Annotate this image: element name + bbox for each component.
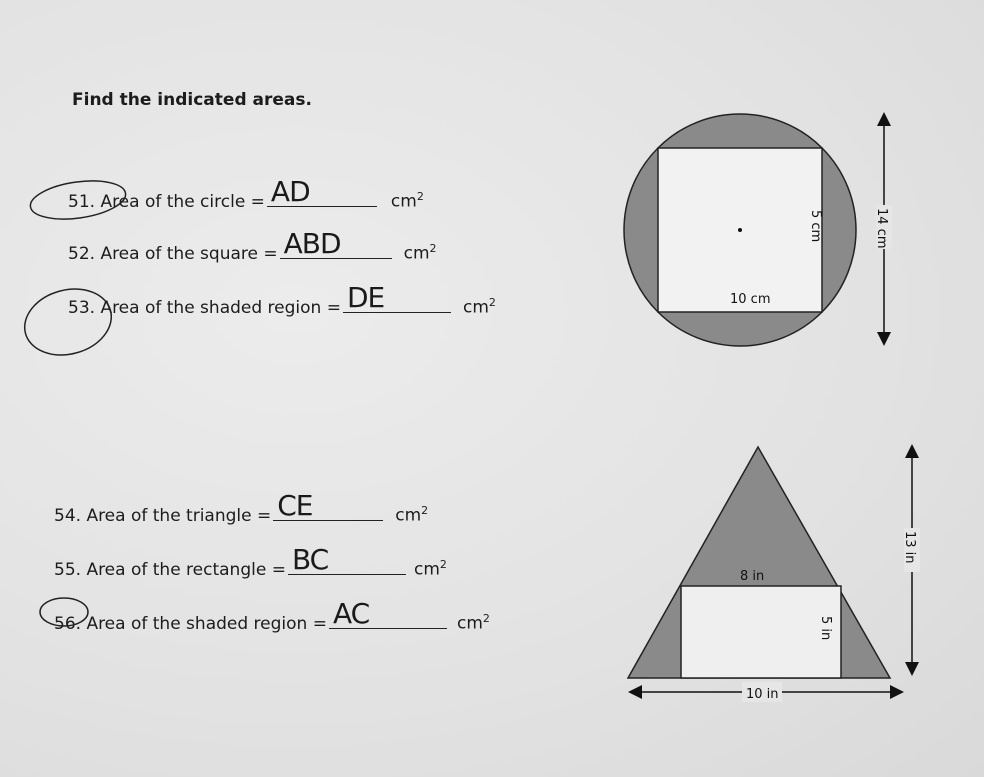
pen-circle-51 [28, 175, 128, 224]
pen-circle-56 [40, 598, 88, 626]
arrow-down-icon [905, 662, 919, 676]
question-56-label: 56. Area of the shaded region = [54, 613, 327, 634]
question-53-label: 53. Area of the shaded region = [68, 297, 341, 318]
question-54-label: 54. Area of the triangle = [54, 505, 272, 526]
page-heading: Find the indicated areas. [72, 90, 312, 110]
question-52-label: 52. Area of the square = [68, 243, 278, 264]
base-label: 10 in [746, 687, 779, 702]
answer-51: AD [270, 174, 310, 208]
square-side-label: 10 cm [730, 292, 771, 307]
pen-circle-53 [17, 280, 119, 365]
unit-54: $cm^2$ [395, 504, 429, 526]
rect-width-label: 8 in [740, 569, 765, 584]
arrow-up-icon [877, 112, 891, 126]
arrow-up-icon [905, 444, 919, 458]
rect-height-label: 5 in [818, 616, 833, 641]
arrow-right-icon [890, 685, 904, 699]
diameter-label: 14 cm [874, 208, 889, 249]
triangle-rectangle-figure [628, 444, 920, 702]
unit-51: $cm^2$ [390, 190, 424, 212]
answer-53: DE [346, 280, 385, 314]
arrow-left-icon [628, 685, 642, 699]
height-label: 13 in [902, 531, 917, 564]
question-55-label: 55. Area of the rectangle = [54, 559, 286, 580]
answer-54: CE [277, 488, 313, 522]
rectangle-cutout [681, 586, 841, 678]
unit-53: $cm^2$ [462, 296, 496, 318]
radius-label: 5 cm [808, 210, 823, 243]
arrow-down-icon [877, 332, 891, 346]
unit-56: $cm^2$ [456, 612, 490, 634]
answer-55: BC [291, 542, 329, 576]
answer-56: AC [332, 596, 370, 630]
answer-52: ABD [283, 226, 341, 260]
circle-square-figure [624, 112, 892, 346]
center-dot [738, 228, 742, 232]
unit-52: $cm^2$ [403, 242, 437, 264]
question-51-label: 51. Area of the circle = [68, 191, 265, 212]
unit-55: $cm^2$ [413, 558, 447, 580]
